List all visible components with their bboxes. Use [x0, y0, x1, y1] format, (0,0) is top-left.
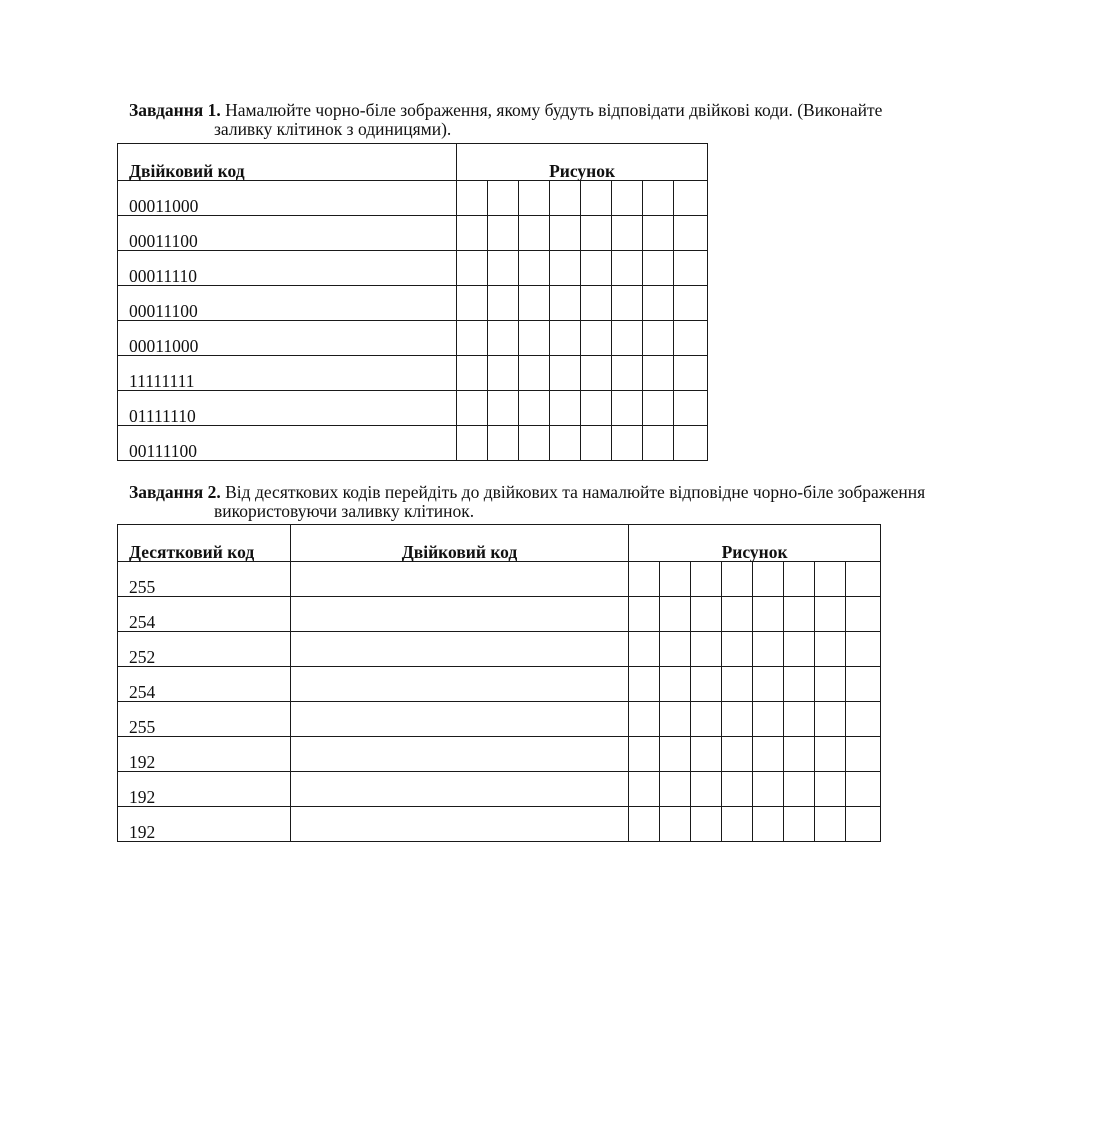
table-row	[118, 562, 881, 597]
picture-pixel-cell[interactable]	[629, 632, 660, 667]
picture-pixel-cell[interactable]	[691, 632, 722, 667]
picture-pixel-cell[interactable]	[753, 772, 784, 807]
task2-header-row	[118, 525, 881, 562]
picture-pixel-cell[interactable]	[550, 251, 581, 286]
picture-pixel-cell[interactable]	[815, 702, 846, 737]
picture-pixel-cell[interactable]	[722, 807, 753, 842]
picture-pixel-cell[interactable]	[612, 321, 643, 356]
picture-pixel-cell[interactable]	[629, 737, 660, 772]
code-cell: 00111100	[118, 426, 457, 461]
table-row	[118, 426, 708, 461]
picture-pixel-cell[interactable]	[815, 772, 846, 807]
picture-pixel-cell[interactable]	[815, 597, 846, 632]
code-cell: 255	[118, 562, 291, 597]
picture-pixel-cell[interactable]	[612, 216, 643, 251]
picture-pixel-cell[interactable]	[612, 356, 643, 391]
picture-pixel-cell[interactable]	[815, 632, 846, 667]
picture-pixel-cell[interactable]	[488, 251, 519, 286]
table-row	[118, 321, 708, 356]
picture-pixel-cell[interactable]	[629, 807, 660, 842]
picture-pixel-cell[interactable]	[753, 667, 784, 702]
picture-pixel-cell[interactable]	[846, 702, 881, 737]
picture-pixel-cell[interactable]	[457, 216, 488, 251]
picture-pixel-cell[interactable]	[846, 632, 881, 667]
picture-pixel-cell[interactable]	[846, 807, 881, 842]
picture-pixel-cell[interactable]	[488, 321, 519, 356]
picture-pixel-cell[interactable]	[722, 597, 753, 632]
task2-line1	[129, 483, 925, 502]
picture-pixel-cell[interactable]	[488, 391, 519, 426]
picture-pixel-cell[interactable]	[691, 702, 722, 737]
table-row	[118, 286, 708, 321]
picture-pixel-cell[interactable]	[815, 562, 846, 597]
picture-pixel-cell[interactable]	[488, 181, 519, 216]
picture-pixel-cell[interactable]	[581, 286, 612, 321]
task1-text-line1: Намалюйте чорно-біле зображення, якому будуть відповідати двійкові коди. (Виконайте	[220, 100, 883, 120]
picture-pixel-cell[interactable]	[674, 426, 708, 461]
picture-pixel-cell[interactable]	[581, 181, 612, 216]
code-cell: 01111110	[118, 391, 457, 426]
picture-pixel-cell[interactable]	[784, 772, 815, 807]
picture-pixel-cell[interactable]	[629, 772, 660, 807]
task2-text-line1: Від десяткових кодів перейдіть до двійкових та намалюйте відповідне чорно-біле зображення	[220, 482, 926, 502]
task1-table	[117, 143, 708, 461]
picture-pixel-cell[interactable]	[581, 391, 612, 426]
picture-pixel-cell[interactable]	[612, 286, 643, 321]
picture-pixel-cell[interactable]	[815, 807, 846, 842]
picture-pixel-cell[interactable]	[784, 562, 815, 597]
picture-pixel-cell[interactable]	[581, 216, 612, 251]
picture-pixel-cell[interactable]	[674, 216, 708, 251]
picture-pixel-cell[interactable]	[691, 807, 722, 842]
picture-pixel-cell[interactable]	[691, 562, 722, 597]
picture-pixel-cell[interactable]	[846, 772, 881, 807]
picture-pixel-cell[interactable]	[643, 426, 674, 461]
picture-pixel-cell[interactable]	[643, 286, 674, 321]
picture-pixel-cell[interactable]	[815, 737, 846, 772]
code-cell: 255	[118, 702, 291, 737]
picture-pixel-cell[interactable]	[643, 181, 674, 216]
picture-pixel-cell[interactable]	[691, 772, 722, 807]
picture-pixel-cell[interactable]	[550, 426, 581, 461]
picture-pixel-cell[interactable]	[643, 216, 674, 251]
picture-pixel-cell[interactable]	[784, 597, 815, 632]
task2-header-binary-code: Двійковий код	[291, 525, 629, 562]
task2-table	[117, 524, 881, 842]
binary-answer-cell[interactable]	[291, 702, 629, 737]
picture-pixel-cell[interactable]	[488, 426, 519, 461]
picture-pixel-cell[interactable]	[550, 391, 581, 426]
picture-pixel-cell[interactable]	[550, 216, 581, 251]
picture-pixel-cell[interactable]	[457, 181, 488, 216]
picture-pixel-cell[interactable]	[722, 667, 753, 702]
task2-header-picture: Рисунок	[629, 525, 881, 562]
picture-pixel-cell[interactable]	[629, 667, 660, 702]
picture-pixel-cell[interactable]	[753, 737, 784, 772]
task2-description	[129, 483, 925, 521]
binary-answer-cell[interactable]	[291, 667, 629, 702]
task2-header-decimal-code: Десятковий код	[118, 525, 291, 562]
picture-pixel-cell[interactable]	[660, 807, 691, 842]
table-row	[118, 667, 881, 702]
picture-pixel-cell[interactable]	[674, 251, 708, 286]
picture-pixel-cell[interactable]	[581, 321, 612, 356]
picture-pixel-cell[interactable]	[519, 391, 550, 426]
binary-answer-cell[interactable]	[291, 737, 629, 772]
picture-pixel-cell[interactable]	[612, 251, 643, 286]
picture-pixel-cell[interactable]	[612, 426, 643, 461]
picture-pixel-cell[interactable]	[550, 286, 581, 321]
picture-pixel-cell[interactable]	[846, 737, 881, 772]
picture-pixel-cell[interactable]	[753, 632, 784, 667]
picture-pixel-cell[interactable]	[722, 632, 753, 667]
picture-pixel-cell[interactable]	[753, 562, 784, 597]
task2-title: Завдання 2.	[129, 482, 221, 502]
picture-pixel-cell[interactable]	[643, 321, 674, 356]
task1-text-line2: заливку клітинок з одиницями).	[214, 119, 452, 139]
code-cell: 254	[118, 597, 291, 632]
picture-pixel-cell[interactable]	[815, 667, 846, 702]
picture-pixel-cell[interactable]	[612, 391, 643, 426]
picture-pixel-cell[interactable]	[691, 597, 722, 632]
picture-pixel-cell[interactable]	[722, 702, 753, 737]
binary-answer-cell[interactable]	[291, 807, 629, 842]
picture-pixel-cell[interactable]	[457, 251, 488, 286]
binary-answer-cell[interactable]	[291, 772, 629, 807]
code-cell: 252	[118, 632, 291, 667]
picture-pixel-cell[interactable]	[674, 391, 708, 426]
picture-pixel-cell[interactable]	[629, 562, 660, 597]
picture-pixel-cell[interactable]	[519, 216, 550, 251]
table-row	[118, 356, 708, 391]
picture-pixel-cell[interactable]	[753, 807, 784, 842]
picture-pixel-cell[interactable]	[488, 356, 519, 391]
picture-pixel-cell[interactable]	[722, 562, 753, 597]
picture-pixel-cell[interactable]	[722, 772, 753, 807]
table-row	[118, 807, 881, 842]
picture-pixel-cell[interactable]	[457, 321, 488, 356]
picture-pixel-cell[interactable]	[457, 356, 488, 391]
picture-pixel-cell[interactable]	[784, 667, 815, 702]
picture-pixel-cell[interactable]	[550, 356, 581, 391]
picture-pixel-cell[interactable]	[643, 391, 674, 426]
picture-pixel-cell[interactable]	[660, 597, 691, 632]
picture-pixel-cell[interactable]	[846, 667, 881, 702]
picture-pixel-cell[interactable]	[674, 321, 708, 356]
task1-line1	[129, 101, 882, 120]
code-cell: 00011100	[118, 216, 457, 251]
picture-pixel-cell[interactable]	[457, 286, 488, 321]
picture-pixel-cell[interactable]	[784, 737, 815, 772]
code-cell: 192	[118, 737, 291, 772]
picture-pixel-cell[interactable]	[784, 807, 815, 842]
picture-pixel-cell[interactable]	[550, 181, 581, 216]
picture-pixel-cell[interactable]	[629, 702, 660, 737]
code-cell: 00011000	[118, 181, 457, 216]
binary-answer-cell[interactable]	[291, 597, 629, 632]
picture-pixel-cell[interactable]	[519, 356, 550, 391]
table-row	[118, 772, 881, 807]
task1-header-row	[118, 144, 708, 181]
picture-pixel-cell[interactable]	[784, 632, 815, 667]
task2-text-line2: використовуючи заливку клітинок.	[214, 501, 475, 521]
code-cell: 00011000	[118, 321, 457, 356]
picture-pixel-cell[interactable]	[674, 181, 708, 216]
picture-pixel-cell[interactable]	[519, 426, 550, 461]
code-cell: 254	[118, 667, 291, 702]
picture-pixel-cell[interactable]	[660, 632, 691, 667]
binary-answer-cell[interactable]	[291, 562, 629, 597]
task1-header-picture: Рисунок	[457, 144, 708, 181]
picture-pixel-cell[interactable]	[660, 772, 691, 807]
picture-pixel-cell[interactable]	[581, 356, 612, 391]
picture-pixel-cell[interactable]	[457, 426, 488, 461]
picture-pixel-cell[interactable]	[488, 216, 519, 251]
table-row	[118, 632, 881, 667]
code-cell: 192	[118, 772, 291, 807]
code-cell: 00011110	[118, 251, 457, 286]
picture-pixel-cell[interactable]	[674, 286, 708, 321]
task1-title: Завдання 1.	[129, 100, 221, 120]
picture-pixel-cell[interactable]	[784, 702, 815, 737]
picture-pixel-cell[interactable]	[519, 321, 550, 356]
picture-pixel-cell[interactable]	[846, 562, 881, 597]
picture-pixel-cell[interactable]	[519, 251, 550, 286]
picture-pixel-cell[interactable]	[519, 181, 550, 216]
picture-pixel-cell[interactable]	[550, 321, 581, 356]
binary-answer-cell[interactable]	[291, 632, 629, 667]
picture-pixel-cell[interactable]	[660, 667, 691, 702]
picture-pixel-cell[interactable]	[629, 597, 660, 632]
picture-pixel-cell[interactable]	[581, 426, 612, 461]
code-cell: 00011100	[118, 286, 457, 321]
picture-pixel-cell[interactable]	[643, 356, 674, 391]
task1-header-binary-code: Двійковий код	[118, 144, 457, 181]
picture-pixel-cell[interactable]	[612, 181, 643, 216]
code-cell: 192	[118, 807, 291, 842]
picture-pixel-cell[interactable]	[753, 597, 784, 632]
table-row	[118, 181, 708, 216]
table-row	[118, 737, 881, 772]
picture-pixel-cell[interactable]	[753, 702, 784, 737]
picture-pixel-cell[interactable]	[674, 356, 708, 391]
table-row	[118, 597, 881, 632]
picture-pixel-cell[interactable]	[488, 286, 519, 321]
table-row	[118, 702, 881, 737]
table-row	[118, 391, 708, 426]
table-row	[118, 216, 708, 251]
picture-pixel-cell[interactable]	[643, 251, 674, 286]
picture-pixel-cell[interactable]	[691, 667, 722, 702]
task1-description	[129, 101, 882, 139]
picture-pixel-cell[interactable]	[581, 251, 612, 286]
picture-pixel-cell[interactable]	[846, 597, 881, 632]
picture-pixel-cell[interactable]	[457, 391, 488, 426]
picture-pixel-cell[interactable]	[722, 737, 753, 772]
picture-pixel-cell[interactable]	[660, 562, 691, 597]
table-row	[118, 251, 708, 286]
picture-pixel-cell[interactable]	[519, 286, 550, 321]
picture-pixel-cell[interactable]	[691, 737, 722, 772]
picture-pixel-cell[interactable]	[660, 737, 691, 772]
code-cell: 11111111	[118, 356, 457, 391]
picture-pixel-cell[interactable]	[660, 702, 691, 737]
